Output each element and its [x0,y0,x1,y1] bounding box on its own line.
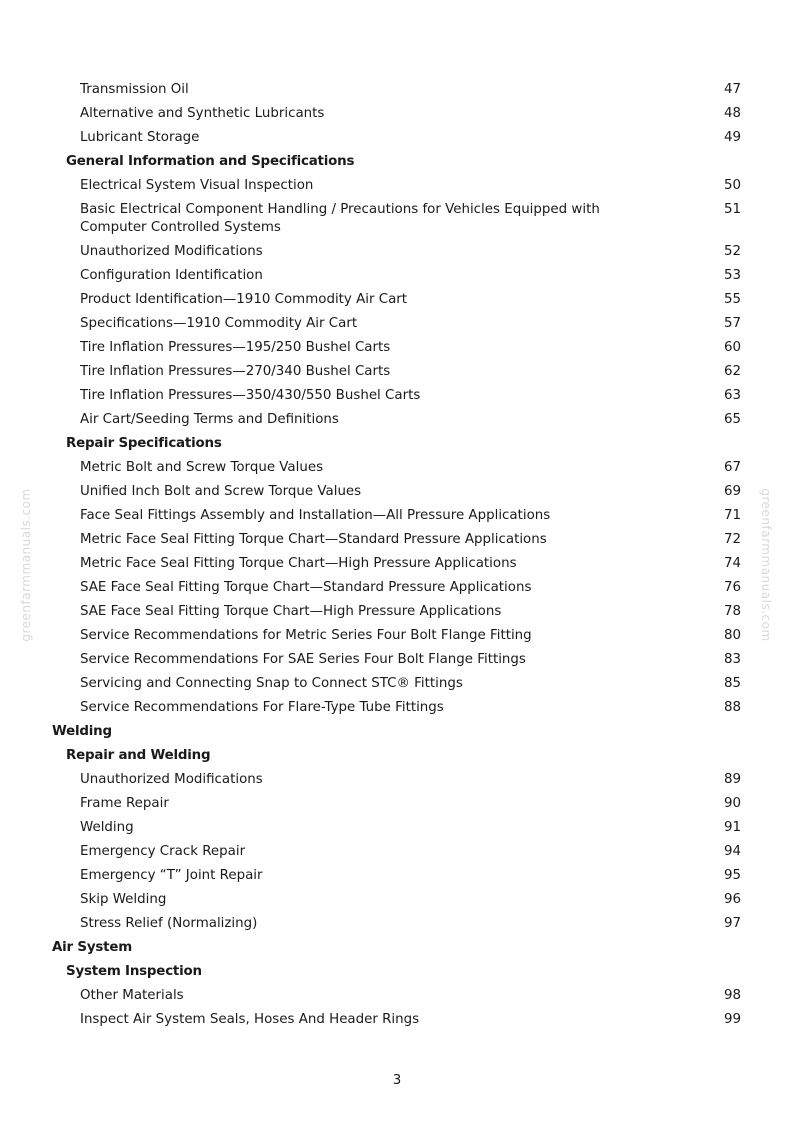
toc-entry-title: Lubricant Storage [80,130,200,145]
toc-entry-page-number: 98 [723,988,741,1003]
toc-entry-page-number: 65 [723,412,741,427]
toc-entry-page-number: 47 [723,82,741,97]
toc-entry-page-number: 69 [723,484,741,499]
toc-entry[interactable] [0,336,794,360]
toc-entry-page-number: 50 [723,178,741,193]
toc-entry-page-number: 78 [723,604,741,619]
toc-entry-page-number: 60 [723,340,741,355]
toc-entry-title: Tire Inflation Pressures—270/340 Bushel Carts [80,364,391,379]
toc-entry-title: Service Recommendations for Metric Series Four Bolt Flange Fitting [80,628,532,643]
toc-entry-title: Electrical System Visual Inspection [80,178,314,193]
table-of-contents [0,78,794,1032]
toc-entry-page-number: 94 [723,844,741,859]
toc-entry[interactable] [0,456,794,480]
toc-entry-title: Welding [52,724,112,739]
toc-entry-page-number: 48 [723,106,741,121]
toc-entry-title: Transmission Oil [80,82,189,97]
toc-entry-title: Unauthorized Modifications [80,244,263,259]
toc-entry-title: SAE Face Seal Fitting Torque Chart—High Pressure Applications [80,604,502,619]
toc-entry[interactable] [0,174,794,198]
toc-entry[interactable] [0,480,794,504]
toc-entry-page-number: 97 [723,916,741,931]
toc-subsection-heading [0,744,794,768]
toc-entry[interactable] [0,624,794,648]
toc-entry[interactable] [0,552,794,576]
toc-entry-page-number: 88 [723,700,741,715]
toc-entry[interactable] [0,984,794,1008]
toc-entry-title: Unified Inch Bolt and Screw Torque Values [80,484,362,499]
toc-entry-title: Repair Specifications [66,436,222,451]
toc-entry-page-number: 72 [723,532,741,547]
toc-entry[interactable] [0,504,794,528]
toc-entry-title: Stress Relief (Normalizing) [80,916,258,931]
toc-entry[interactable] [0,576,794,600]
toc-entry-title: Air Cart/Seeding Terms and Definitions [80,412,339,427]
toc-entry-page-number: 57 [723,316,741,331]
toc-entry-title: Servicing and Connecting Snap to Connect STC® Fittings [80,676,463,691]
toc-entry-title: Specifications—1910 Commodity Air Cart [80,316,358,331]
page-number: 3 [392,1073,402,1088]
toc-entry-title: Configuration Identification [80,268,263,283]
toc-entry[interactable] [0,840,794,864]
toc-entry-title: Other Materials [80,988,184,1003]
toc-entry[interactable] [0,360,794,384]
toc-section-heading [0,720,794,744]
toc-entry-page-number: 85 [723,676,741,691]
toc-entry-title: Product Identification—1910 Commodity Air Cart [80,292,408,307]
toc-entry-page-number: 91 [723,820,741,835]
toc-entry-title: Metric Face Seal Fitting Torque Chart—High Pressure Applications [80,556,517,571]
toc-entry-title: Inspect Air System Seals, Hoses And Header Rings [80,1012,420,1027]
toc-entry[interactable] [0,198,794,240]
toc-subsection-heading [0,432,794,456]
toc-entry-page-number: 74 [723,556,741,571]
toc-entry[interactable] [0,126,794,150]
toc-entry-title: Metric Face Seal Fitting Torque Chart—Standard Pressure Applications [80,532,547,547]
toc-entry-title: Repair and Welding [66,748,211,763]
toc-entry[interactable] [0,240,794,264]
toc-entry-title: Alternative and Synthetic Lubricants [80,106,325,121]
toc-entry-page-number: 55 [723,292,741,307]
toc-entry[interactable] [0,264,794,288]
toc-entry[interactable] [0,102,794,126]
toc-entry[interactable] [0,600,794,624]
toc-entry-title: Tire Inflation Pressures—195/250 Bushel Carts [80,340,391,355]
toc-entry-title: Air System [52,940,132,955]
toc-entry-title: Face Seal Fittings Assembly and Installation—All Pressure Applications [80,508,551,523]
toc-entry-page-number: 95 [723,868,741,883]
toc-entry[interactable] [0,792,794,816]
toc-entry-page-number: 80 [723,628,741,643]
toc-entry-page-number: 63 [723,388,741,403]
toc-entry[interactable] [0,312,794,336]
toc-entry[interactable] [0,1008,794,1032]
toc-entry-title: Unauthorized Modifications [80,772,263,787]
toc-section-heading [0,936,794,960]
toc-entry-page-number: 83 [723,652,741,667]
toc-entry-title: Welding [80,820,134,835]
toc-entry-title: Basic Electrical Component Handling / Precautions for Vehicles Equipped with Computer Controlled Systems [80,202,600,235]
watermark-left-text: greenfarmmanuals.com [19,488,33,642]
toc-entry-page-number: 89 [723,772,741,787]
toc-entry[interactable] [0,768,794,792]
toc-entry[interactable] [0,696,794,720]
toc-entry-page-number: 99 [723,1012,741,1027]
toc-entry[interactable] [0,672,794,696]
toc-subsection-heading [0,150,794,174]
toc-entry[interactable] [0,648,794,672]
toc-entry[interactable] [0,888,794,912]
toc-entry[interactable] [0,408,794,432]
toc-entry[interactable] [0,288,794,312]
toc-entry-title: Service Recommendations For SAE Series Four Bolt Flange Fittings [80,652,526,667]
toc-entry[interactable] [0,384,794,408]
toc-entry-page-number: 53 [723,268,741,283]
watermark-right-text: greenfarmmanuals.com [759,488,773,642]
toc-entry-page-number: 51 [723,202,741,217]
toc-entry[interactable] [0,864,794,888]
toc-entry-title: Service Recommendations For Flare-Type Tube Fittings [80,700,444,715]
toc-entry-page-number: 49 [723,130,741,145]
toc-entry-title: System Inspection [66,964,202,979]
toc-entry-title: Tire Inflation Pressures—350/430/550 Bushel Carts [80,388,421,403]
toc-entry[interactable] [0,912,794,936]
toc-subsection-heading [0,960,794,984]
toc-entry-title: General Information and Specifications [66,154,355,169]
toc-entry-page-number: 52 [723,244,741,259]
toc-entry-title: Emergency “T” Joint Repair [80,868,263,883]
toc-entry-page-number: 71 [723,508,741,523]
toc-entry-page-number: 67 [723,460,741,475]
toc-entry-page-number: 90 [723,796,741,811]
toc-entry[interactable] [0,528,794,552]
toc-entry-title: Metric Bolt and Screw Torque Values [80,460,324,475]
toc-entry-page-number: 96 [723,892,741,907]
toc-entry-title: Skip Welding [80,892,167,907]
toc-entry-page-number: 62 [723,364,741,379]
toc-entry[interactable] [0,78,794,102]
toc-entry[interactable] [0,816,794,840]
toc-entry-page-number: 76 [723,580,741,595]
toc-entry-title: Emergency Crack Repair [80,844,246,859]
toc-entry-title: Frame Repair [80,796,169,811]
toc-entry-title: SAE Face Seal Fitting Torque Chart—Standard Pressure Applications [80,580,532,595]
